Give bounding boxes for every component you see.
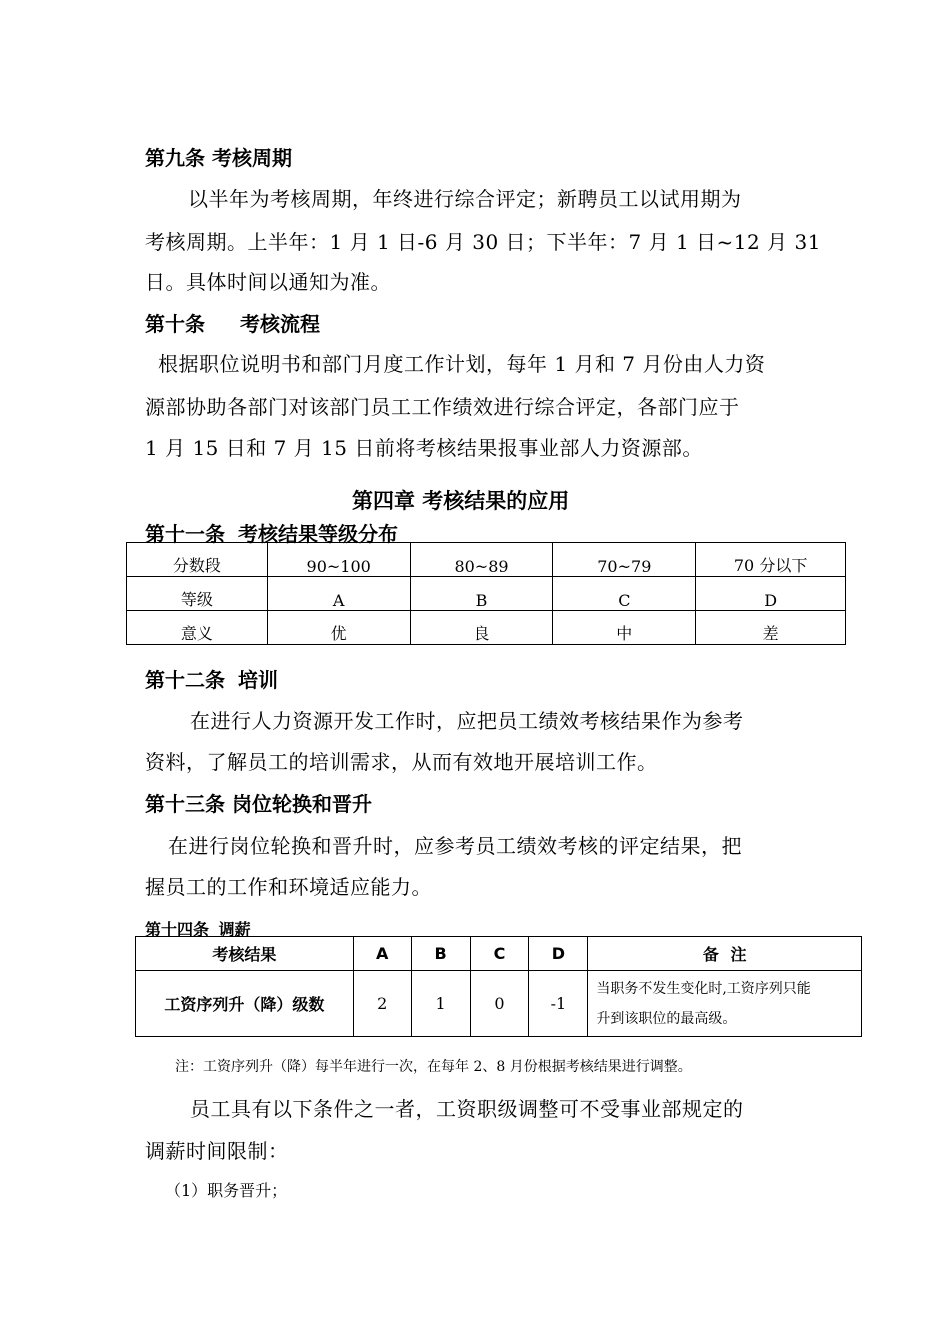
article-9-line-2: 考核周期。上半年：1 月 1 日-6 月 30 日；下半年：7 月 1 日~12 月 31: [145, 230, 821, 254]
condition-item-1: （1）职务晋升；: [165, 1181, 288, 1200]
table-cell: 2: [353, 971, 411, 1037]
table-cell: 中: [553, 611, 696, 645]
table-header-cell: 考核结果: [136, 937, 354, 971]
table-row: [136, 971, 862, 1037]
article-10-title-text: 第十条 考核流程: [145, 312, 320, 336]
table-header-cell: A: [353, 937, 411, 971]
table-cell: 80~89: [410, 543, 553, 577]
salary-footnote: 注：工资序列升（降）每半年进行一次，在每年 2、8 月份根据考核结果进行调整。: [175, 1059, 692, 1075]
article-14-title: 第十四条 调薪: [145, 920, 251, 939]
table-cell: 等级: [127, 577, 268, 611]
salary-adjustment-table: [135, 936, 862, 1037]
table-cell: 分数段: [127, 543, 268, 577]
table-header-cell: D: [529, 937, 588, 971]
table-cell: 意义: [127, 611, 268, 645]
table-cell: 0: [470, 971, 529, 1037]
article-10-line-1: 根据职位说明书和部门月度工作计划，每年 1 月和 7 月份由人力资: [158, 352, 766, 376]
article-9-line-1: 以半年为考核周期，年终进行综合评定；新聘员工以试用期为: [188, 187, 742, 211]
article-10-title: [145, 308, 320, 337]
table-header-cell: C: [470, 937, 529, 971]
table-cell: A: [267, 577, 410, 611]
article-14-line-2: 调薪时间限制：: [145, 1139, 289, 1163]
table-cell: -1: [529, 971, 588, 1037]
table-header-cell: 备 注: [588, 937, 862, 971]
table-cell: B: [410, 577, 553, 611]
chapter-4-title: 第四章 考核结果的应用: [352, 489, 570, 513]
table-cell: 1: [411, 971, 470, 1037]
table-header-cell: B: [411, 937, 470, 971]
article-13-line-2: 握员工的工作和环境适应能力。: [145, 875, 432, 899]
table-cell: 差: [696, 611, 846, 645]
table-cell: C: [553, 577, 696, 611]
table-cell: 优: [267, 611, 410, 645]
table-cell: D: [696, 577, 846, 611]
remark-line-2: 升到该职位的最高级。: [596, 1010, 737, 1027]
table-cell: 90~100: [267, 543, 410, 577]
article-9-line-3: 日。具体时间以通知为准。: [145, 270, 391, 294]
table-cell: 70 分以下: [696, 543, 846, 577]
article-11-title: 第十一条 考核结果等级分布: [145, 522, 398, 546]
article-13-line-1: 在进行岗位轮换和晋升时，应参考员工绩效考核的评定结果，把: [168, 834, 742, 858]
table-row: [127, 543, 846, 577]
article-10-line-3: 1 月 15 日和 7 月 15 日前将考核结果报事业部人力资源部。: [145, 436, 703, 460]
table-header-row: [136, 937, 862, 971]
article-12-title: 第十二条 培训: [145, 668, 278, 692]
table-cell: 良: [410, 611, 553, 645]
article-12-line-1: 在进行人力资源开发工作时，应把员工绩效考核结果作为参考: [190, 709, 744, 733]
table-row-label: 工资序列升（降）级数: [136, 971, 354, 1037]
table-cell: 70~79: [553, 543, 696, 577]
article-14-line-1: 员工具有以下条件之一者，工资职级调整可不受事业部规定的: [190, 1097, 744, 1121]
article-9-title: 第九条 考核周期: [145, 146, 292, 170]
article-10-line-2: 源部协助各部门对该部门员工工作绩效进行综合评定，各部门应于: [145, 395, 740, 419]
table-row: [127, 611, 846, 645]
grade-distribution-table: [126, 542, 846, 645]
table-row: [127, 577, 846, 611]
remark-cell: [588, 971, 862, 1037]
article-12-line-2: 资料，了解员工的培训需求，从而有效地开展培训工作。: [145, 750, 658, 774]
remark-line-1: 当职务不发生变化时,工资序列只能: [596, 980, 811, 997]
article-13-title: 第十三条 岗位轮换和晋升: [145, 792, 372, 816]
